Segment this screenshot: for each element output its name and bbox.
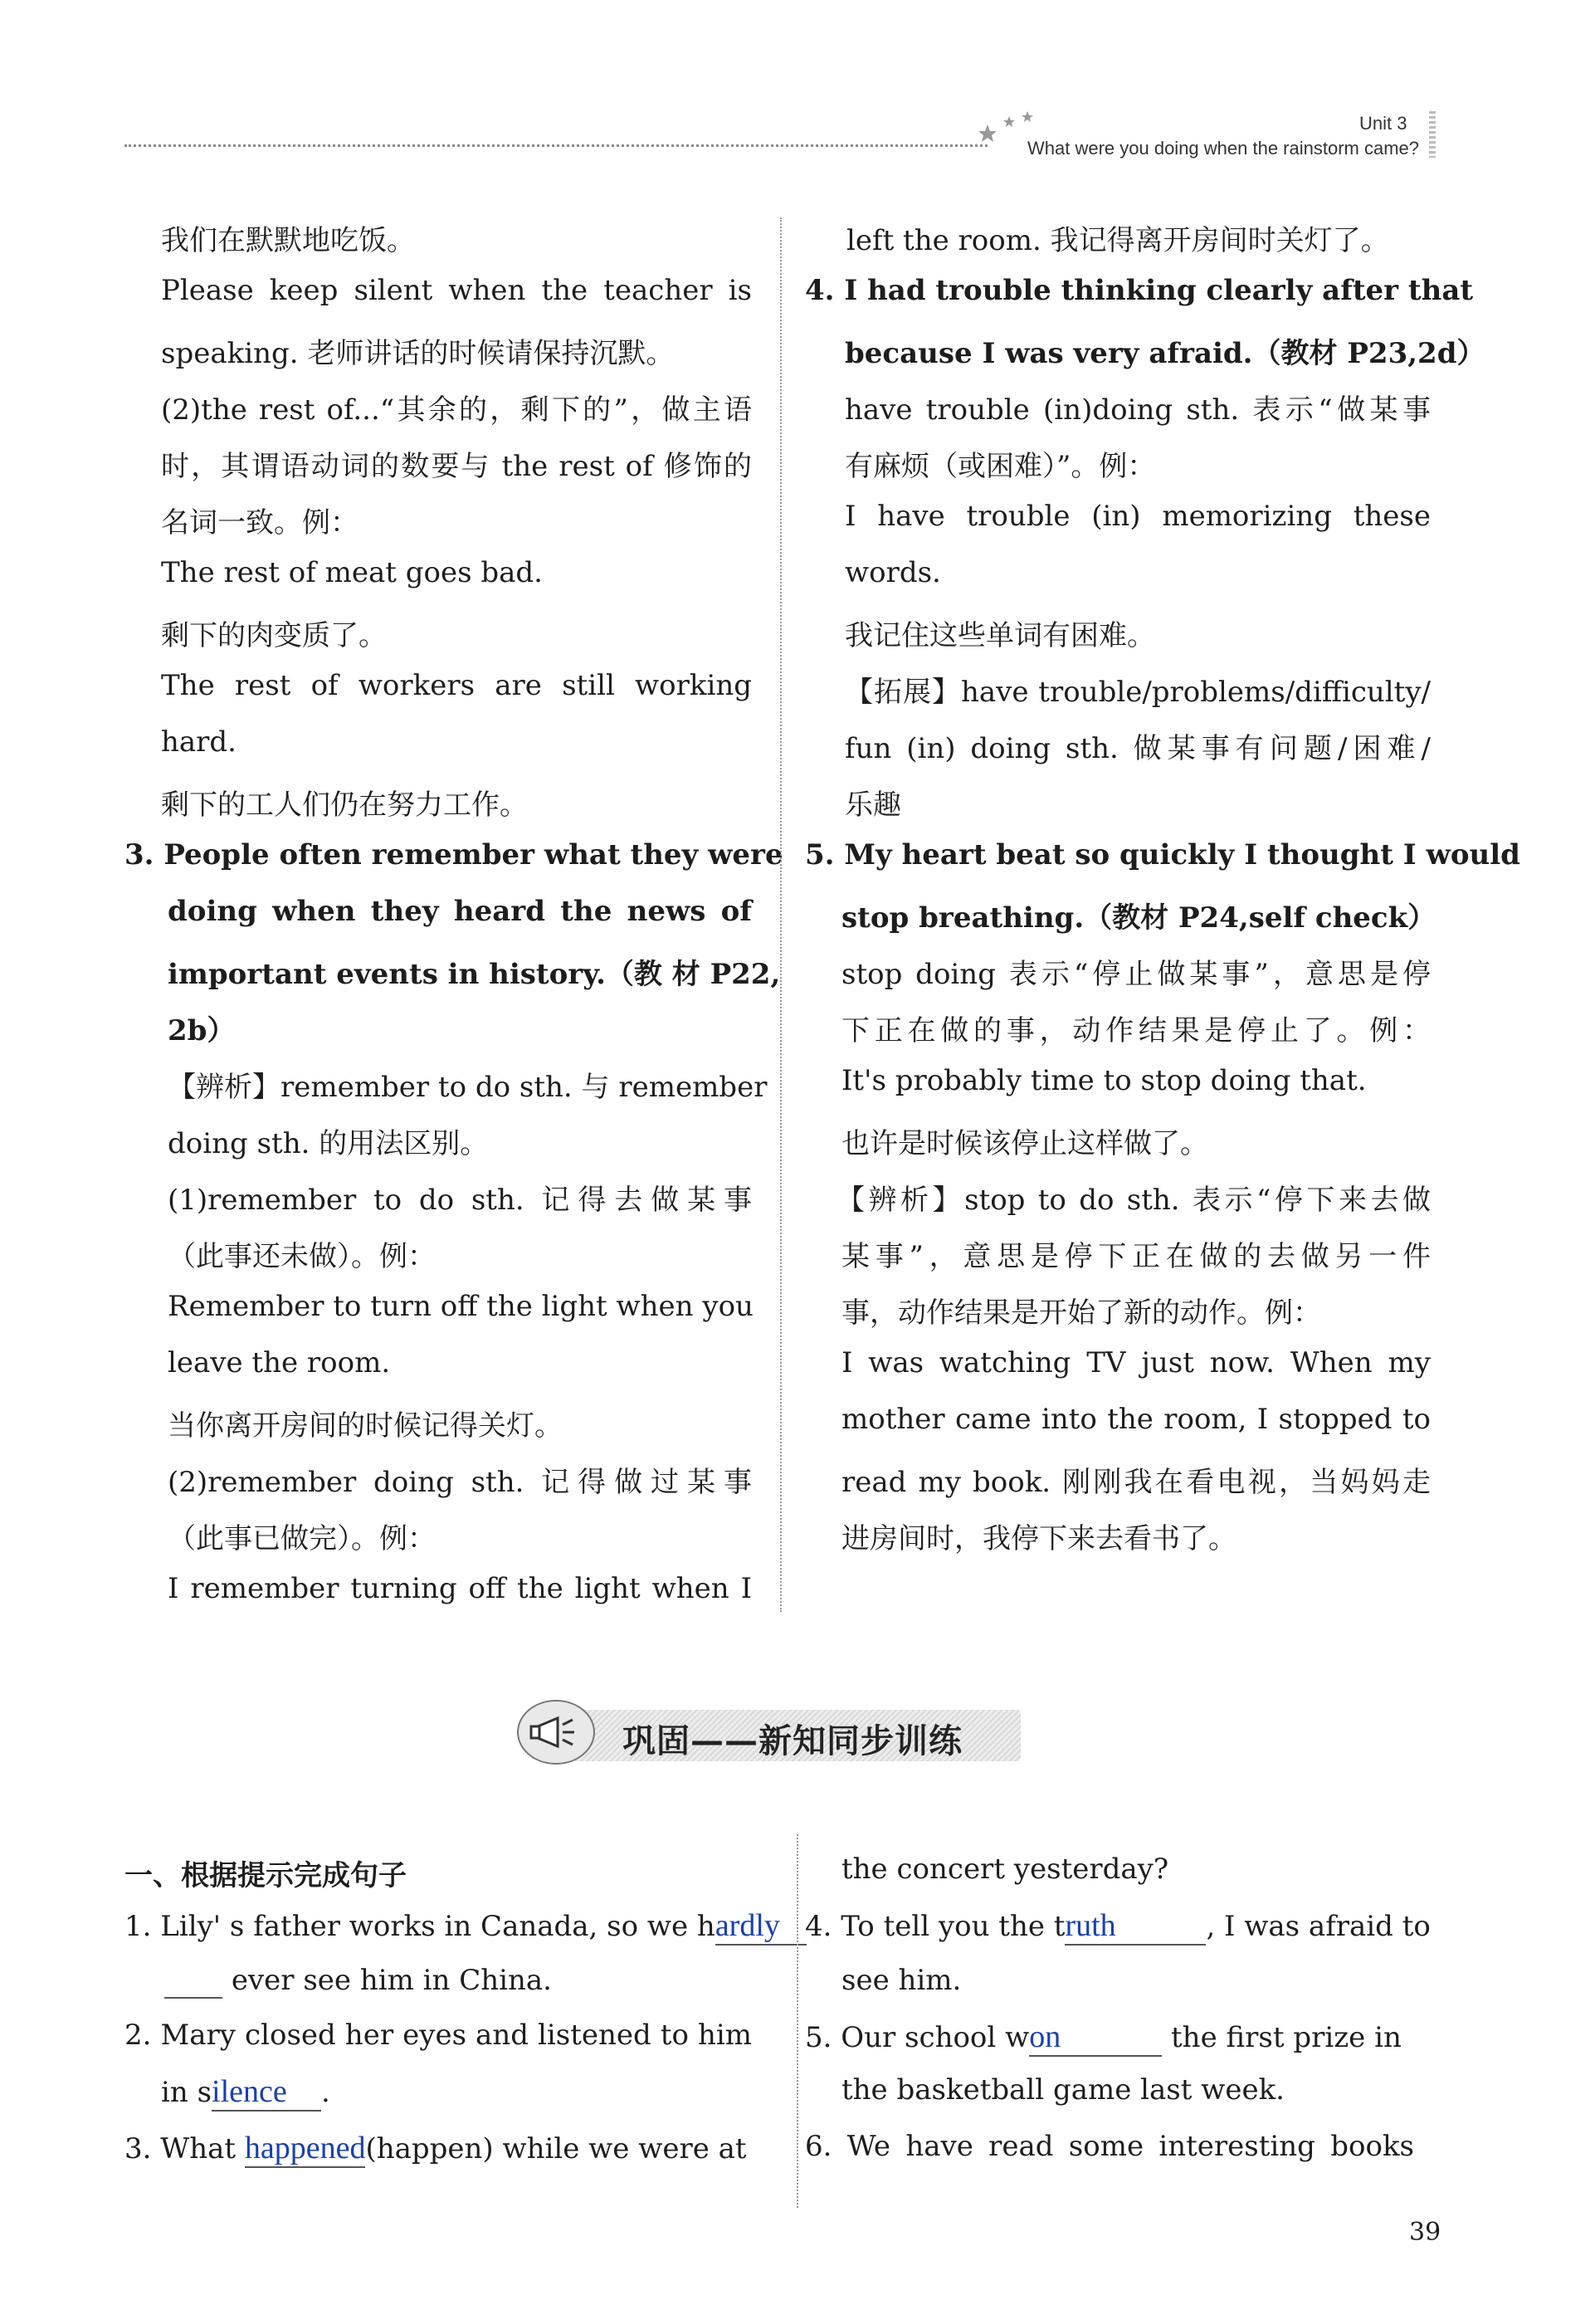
question-3-cont: the concert yesterday? xyxy=(841,1853,1169,1886)
left-line: leave the room. xyxy=(168,1346,391,1379)
page-number: 39 xyxy=(1409,2218,1441,2247)
item5-heading-line: 5. My heart beat so quickly I thought I would xyxy=(805,838,1520,872)
item4-heading-line: 4. I had trouble thinking clearly after that xyxy=(805,274,1474,307)
answer-2[interactable]: ilence xyxy=(212,2073,321,2112)
answer-3[interactable]: happened xyxy=(245,2130,366,2168)
right-line: 【拓展】have trouble/problems/difficulty/ xyxy=(845,676,1431,709)
item5-heading-line: stop breathing.（教材 P24,self check） xyxy=(841,901,1436,935)
item3-heading-line: 3. People often remember what they were xyxy=(124,838,783,872)
exercise-section-title: 一、根据提示完成句子 xyxy=(124,1859,407,1892)
column-divider xyxy=(780,217,782,1612)
question-4-text: 4. To tell you the t xyxy=(805,1910,1066,1943)
question-1-text: 1. Lily' s father works in Canada, so we h xyxy=(124,1910,715,1943)
question-2-end: . xyxy=(321,2076,330,2109)
left-line: 剩下的工人们仍在努力工作。 xyxy=(161,788,528,822)
unit-subtitle: What were you doing when the rainstorm came? xyxy=(1027,138,1420,159)
left-line: I remember turning off the light when I xyxy=(168,1572,752,1605)
right-line: 有麻烦（或困难）”。例： xyxy=(845,450,1156,483)
question-1-cont xyxy=(164,1964,552,1999)
left-line: (2)remember doing sth. 记得做过某事 xyxy=(168,1466,752,1499)
left-line: hard. xyxy=(161,725,237,759)
left-line: （此事已做完）。例： xyxy=(168,1522,436,1555)
right-line: left the room. 我记得离开房间时关灯了。 xyxy=(846,224,1389,257)
exercise-divider xyxy=(797,1834,798,2208)
left-line: Please keep silent when the teacher is xyxy=(161,274,752,307)
header-dotted-rule xyxy=(124,144,988,147)
answer-1[interactable]: ardly xyxy=(715,1907,807,1946)
question-1-text-cont: ever see him in China. xyxy=(231,1964,552,1997)
right-line: 某事”，意思是停下正在做的去做另一件 xyxy=(841,1240,1431,1273)
item3-heading-line: doing when they heard the news of xyxy=(168,895,752,928)
header-bars xyxy=(1429,111,1436,158)
left-line: The rest of meat goes bad. xyxy=(161,556,543,589)
right-line: 也许是时候该停止这样做了。 xyxy=(841,1127,1208,1160)
question-5-cont: the basketball game last week. xyxy=(841,2073,1285,2107)
item3-heading-line: 2b） xyxy=(168,1014,236,1047)
right-line: fun (in) doing sth. 做某事有问题/困难/ xyxy=(845,732,1431,765)
item3-heading-line: important events in history.（教 材 P22, xyxy=(168,958,781,991)
left-line: speaking. 老师讲话的时候请保持沉默。 xyxy=(161,337,675,370)
question-5-text-b: the first prize in xyxy=(1171,2021,1402,2054)
question-4-text-b: , I was afraid to xyxy=(1206,1910,1431,1943)
question-3-text-b: (happen) while we were at xyxy=(365,2132,747,2165)
right-line: I was watching TV just now. When my xyxy=(841,1346,1431,1379)
question-5-text: 5. Our school w xyxy=(805,2021,1030,2054)
right-line: 下正在做的事，动作结果是停止了。例： xyxy=(841,1014,1431,1047)
left-line: (1)remember to do sth. 记得去做某事 xyxy=(168,1184,752,1217)
question-3-text: 3. What xyxy=(124,2132,237,2165)
right-line: words. xyxy=(845,556,941,589)
question-4-cont: see him. xyxy=(841,1964,962,1997)
question-2-text: in s xyxy=(161,2076,212,2109)
section-banner xyxy=(515,1695,1029,1770)
right-line: It's probably time to stop doing that. xyxy=(841,1064,1367,1097)
left-line: The rest of workers are still working xyxy=(161,669,752,702)
left-line: 时，其谓语动词的数要与 the rest of 修饰的 xyxy=(161,450,752,483)
unit-label: Unit 3 xyxy=(1359,113,1407,134)
right-line: 【辨析】stop to do sth. 表示“停下来去做 xyxy=(837,1184,1431,1217)
left-line: 剩下的肉变质了。 xyxy=(161,619,387,652)
right-line: mother came into the room, I stopped to xyxy=(841,1403,1431,1436)
megaphone-icon xyxy=(515,1695,606,1770)
right-line: 乐趣 xyxy=(845,788,901,822)
right-line: have trouble (in)doing sth. 表示“做某事 xyxy=(845,393,1431,427)
answer-5[interactable]: on xyxy=(1029,2019,1162,2057)
question-3 xyxy=(124,2130,747,2168)
right-line: I have trouble (in) memorizing these xyxy=(845,500,1431,533)
right-line: read my book. 刚刚我在看电视，当妈妈走 xyxy=(841,1466,1431,1499)
item4-heading-line: because I was very afraid.（教材 P23,2d） xyxy=(845,337,1485,370)
left-line: （此事还未做）。例： xyxy=(168,1240,436,1273)
question-2-cont xyxy=(161,2073,330,2112)
question-5 xyxy=(805,2019,1402,2057)
right-line: 事，动作结果是开始了新的动作。例： xyxy=(841,1296,1321,1330)
left-line: 当你离开房间的时候记得关灯。 xyxy=(168,1409,563,1443)
right-line: 我记住这些单词有困难。 xyxy=(845,619,1155,652)
question-4 xyxy=(805,1907,1431,1946)
left-line: 我们在默默地吃饭。 xyxy=(161,224,415,257)
left-line: 【辨析】remember to do sth. 与 remember xyxy=(168,1071,768,1104)
left-line: (2)the rest of...“其余的，剩下的”，做主语 xyxy=(161,393,752,427)
banner-title: 巩固——新知同步训练 xyxy=(622,1722,963,1760)
answer-1-blank[interactable] xyxy=(164,1964,222,1999)
question-1 xyxy=(124,1907,807,1946)
page-header xyxy=(124,108,1444,166)
left-line: doing sth. 的用法区别。 xyxy=(168,1127,489,1160)
left-line: 名词一致。例： xyxy=(161,506,359,540)
left-line: Remember to turn off the light when you xyxy=(168,1290,754,1323)
question-2: 2. Mary closed her eyes and listened to him xyxy=(124,2019,752,2052)
right-line: 进房间时，我停下来去看书了。 xyxy=(841,1522,1236,1555)
answer-4[interactable]: ruth xyxy=(1065,1907,1206,1946)
right-line: stop doing 表示“停止做某事”，意思是停 xyxy=(841,958,1431,991)
question-6: 6. We have read some interesting books xyxy=(805,2130,1414,2163)
